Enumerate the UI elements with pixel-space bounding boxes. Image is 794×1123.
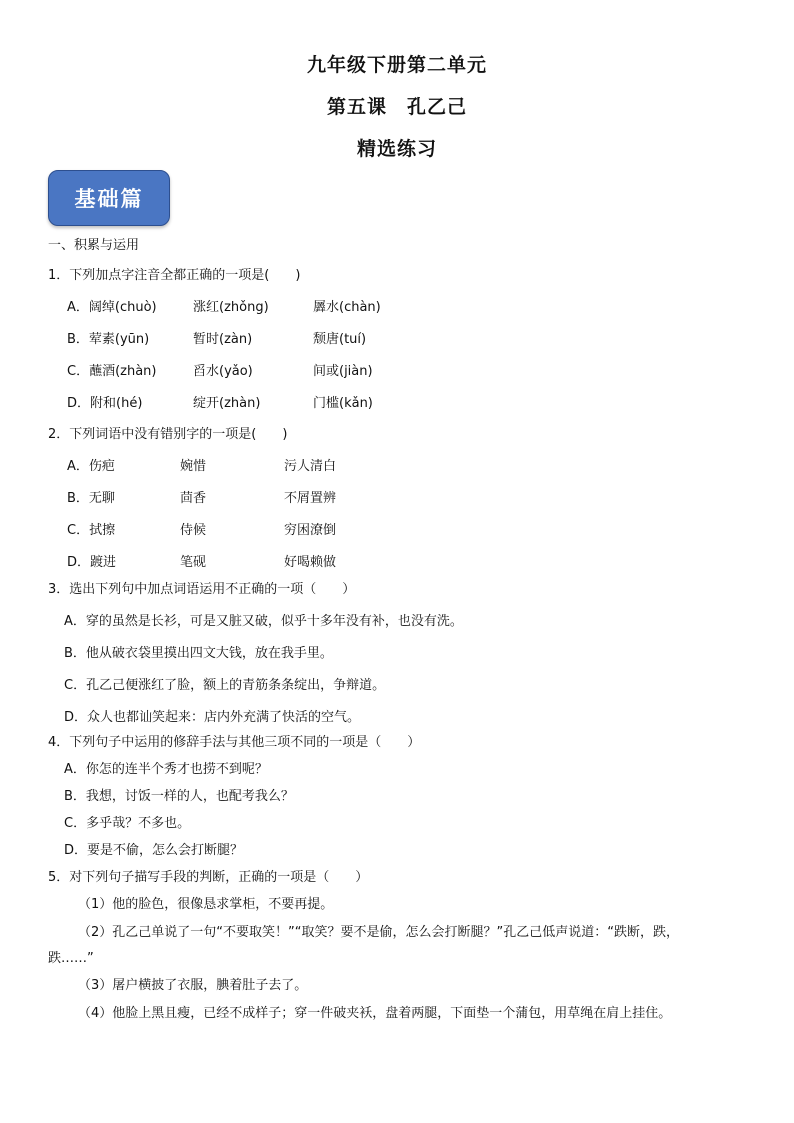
option-word: 茴香 [180,491,207,506]
option-word: 舀水(yǎo) [193,364,253,379]
option-word: A．阔绰(chuò) [67,300,157,315]
option-word: 污人清白 [284,459,337,474]
option-word: 暂时(zàn) [193,332,253,347]
exercise-title: 精选练习 [356,138,437,160]
question-stem: 1．下列加点字注音全都正确的一项是( ) [48,268,301,283]
option-word: 穷困潦倒 [284,523,337,538]
option-sentence: D．要是不偷，怎么会打断腿？ [64,843,244,858]
option-sentence: A．你怎的连半个秀才也捞不到呢？ [64,762,268,777]
option-sentence: C．多乎哉？不多也。 [64,816,191,831]
option-sentence: A．穿的虽然是长衫，可是又脏又破，似乎十多年没有补，也没有洗。 [64,614,463,629]
option-word: C．拭擦 [67,523,116,538]
basic-section-badge: 基础篇 [48,170,170,226]
option-word: B．荤素(yūn) [67,332,150,347]
option-sentence: D．众人也都讪笑起来：店内外充满了快活的空气。 [64,710,361,725]
lesson-title: 第五课 孔乙己 [326,96,467,118]
question-stem: 3．选出下列句中加点词语运用不正确的一项（ ） [48,582,356,597]
option-word: B．无聊 [67,491,115,506]
option-word: A．伤疤 [67,459,115,474]
unit-title: 九年级下册第二单元 [306,54,487,76]
option-word: 笔砚 [180,555,207,570]
question-stem: 5．对下列句子描写手段的判断，正确的一项是（ ） [48,870,369,885]
option-word: 颓唐(tuí) [313,332,367,347]
section-title: 一、积累与运用 [48,238,140,253]
question-stem: 4．下列句子中运用的修辞手法与其他三项不同的一项是（ ） [48,735,421,750]
option-sentence: B．我想，讨饭一样的人，也配考我么？ [64,789,294,804]
option-word: 好喝赖做 [284,555,337,570]
option-word: 涨红(zhǒng) [193,300,269,315]
option-word: D．踱进 [67,555,117,570]
quoted-sentence-continued: 跌……” [48,951,94,966]
option-sentence: C．孔乙己便涨红了脸，额上的青筋条条绽出，争辩道。 [64,678,386,693]
option-word: 不屑置辨 [284,491,337,506]
quoted-sentence: （1）他的脸色，很像恳求掌柜，不要再提。 [78,897,334,912]
question-stem: 2．下列词语中没有错别字的一项是( ) [48,427,288,442]
option-word: 羼水(chàn) [313,300,381,315]
option-word: D．附和(hé) [67,396,143,411]
option-word: 间或(jiàn) [313,364,373,379]
option-word: 婉惜 [180,459,207,474]
option-word: 侍候 [180,523,207,538]
option-word: 门槛(kǎn) [313,396,373,411]
quoted-sentence: （2）孔乙己单说了一句“不要取笑！”“取笑？要不是偷，怎么会打断腿？”孔乙己低声说道：“跌断，跌， [78,925,679,940]
quoted-sentence: （4）他脸上黑且瘦，已经不成样子；穿一件破夹袄，盘着两腿，下面垫一个蒲包，用草绳在肩上挂住。 [78,1006,672,1021]
option-word: C．蘸酒(zhàn) [67,364,157,379]
option-sentence: B．他从破衣袋里摸出四文大钱，放在我手里。 [64,646,333,661]
quoted-sentence: （3）屠户横披了衣服，腆着肚子去了。 [78,978,308,993]
option-word: 绽开(zhàn) [193,396,261,411]
